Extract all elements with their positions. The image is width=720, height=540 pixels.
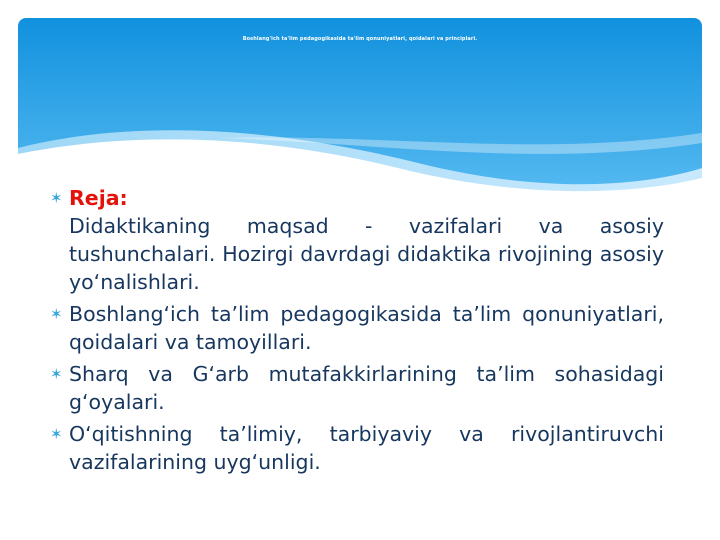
asterisk-bullet-icon: ✶ [50,305,63,323]
slide-title: Boshlang'ich ta'lim pedagogikasida ta'lim qonuniyatlari, qoidalari va principlari. [242,36,478,42]
list-item-text: Boshlang‘ich ta’lim pedagogikasida ta’lim qonuniyatlari, qoidalari va tamoyillari. [69,302,664,354]
header-banner [18,18,702,208]
asterisk-bullet-icon: ✶ [50,425,63,443]
wave-background [18,18,702,208]
list-item [50,184,664,296]
asterisk-bullet-icon: ✶ [50,189,63,207]
asterisk-bullet-icon: ✶ [50,365,63,383]
list-item [50,300,664,356]
list-item [50,420,664,476]
list-item-text: Sharq va G‘arb mutafakkirlarining ta’lim sohasidagi g‘oyalari. [69,362,664,414]
bullet-list [50,184,664,480]
reja-heading: Reja: [69,186,128,210]
list-item-body: Didaktikaning maqsad - vazifalari va asosiy tushunchalari. Hozirgi davrdagi didaktika rivojining asosiy yo‘nalishlari. [69,214,664,294]
list-item [50,360,664,416]
list-item-text [69,184,664,296]
list-item-text: O‘qitishning ta’limiy, tarbiyaviy va rivojlantiruvchi vazifalarining uyg‘unligi. [69,422,664,474]
